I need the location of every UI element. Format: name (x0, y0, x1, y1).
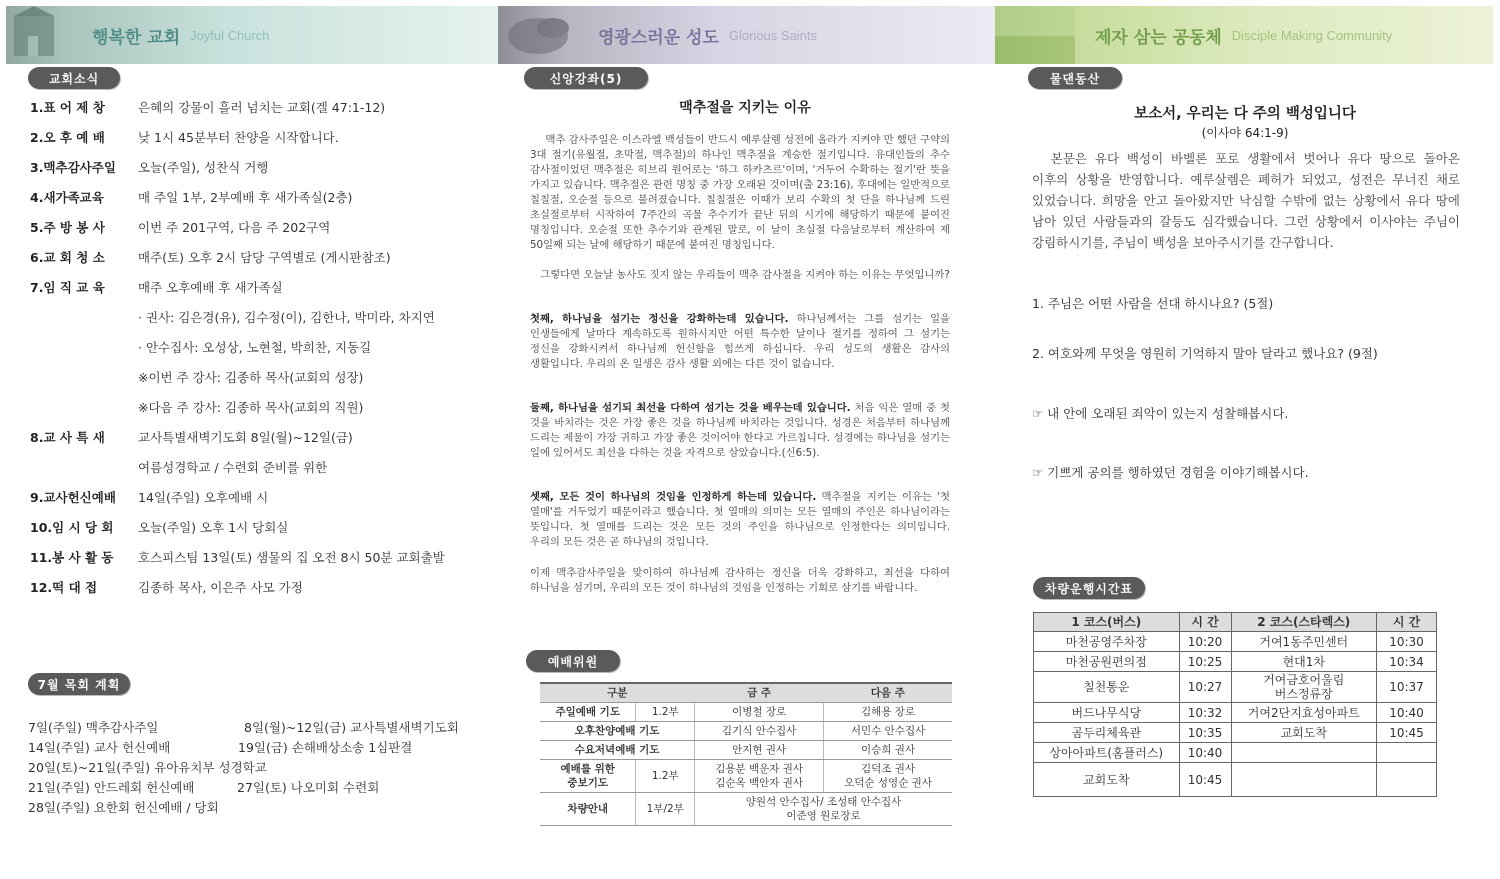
bus-schedule-table (1033, 612, 1437, 797)
plan-line: 21일(주일) 안드레회 헌신예배 27일(토) 나오미회 수련회 (28, 780, 380, 795)
news-subline: · 권사: 김은경(유), 김수정(이), 김한나, 박미라, 차지연 (138, 310, 435, 325)
header-disciple-community (995, 6, 1493, 64)
news-item: 10.임 시 당 회 오늘(주일) 오후 1시 당회실 (30, 520, 289, 535)
news-item: 11.봉 사 활 동 호스피스팀 13일(토) 샘물의 집 오전 8시 50분 교회출발 (30, 550, 445, 565)
header-title-en: Disciple Making Community (1231, 27, 1393, 43)
lecture-title: 맥추절을 지키는 이유 (679, 100, 811, 116)
news-subline: ※다음 주 강사: 김종하 목사(교회의 직원) (138, 400, 364, 415)
header-title-en: Glorious Saints (728, 27, 818, 43)
header-title-ko: 영광스러운 성도 (598, 27, 719, 48)
news-subline: 여름성경학교 / 수련회 준비를 위한 (138, 460, 328, 475)
lecture-point-2: 둘째, 하나님을 섬기되 최선을 다하여 섬기는 것을 배우는데 있습니다. 처음 익은 열매 중 첫 것을 바치라는 것은 가장 좋은 것을 하나님께 바치라는 것입니다. 성경은 처음부터 하나님께 드리는 제물이 가장 귀하고 가장 좋은 것이어야 한다고 가르칩니다. 성경에는 하나님을 섬기는 일에 있어서도 최선을 다하는 것을 자격으로 삼았습니다.(신6:5). (530, 402, 950, 459)
plan-line: 14일(주일) 교사 헌신예배 19일(금) 손해배상소송 1심판결 (28, 740, 413, 755)
qt-question: 2. 여호와께 무엇을 영원히 기억하지 말아 달라고 했나요? (9절) (1032, 346, 1378, 361)
plan-line: 7일(주일) 맥추감사주일 8일(월)~12일(금) 교사특별새벽기도회 (28, 720, 459, 735)
lecture-badge: 신앙강좌(5) (524, 67, 648, 89)
table-row: 오후찬양예배 기도 김기식 안수집사 서민수 안수집사 (540, 722, 952, 741)
table-row: 마천공영주차장 10:20 거여1동주민센터 10:30 (1034, 632, 1437, 652)
hands-photo-icon (498, 6, 578, 64)
qt-reference: (이사야 64:1-9) (1201, 126, 1289, 140)
table-row: 마천공원편의점 10:25 현대1차 10:34 (1034, 652, 1437, 672)
table-row: 주일예배 기도 1.2부 이병철 장로 김해용 장로 (540, 703, 952, 722)
plan-line: 28일(주일) 요한회 헌신예배 / 당회 (28, 800, 219, 815)
qt-reflection: ☞ 내 안에 오래된 죄악이 있는지 성찰해봅시다. (1032, 406, 1289, 421)
table-header-row: 1 코스(버스) 시 간 2 코스(스타렉스) 시 간 (1034, 613, 1437, 632)
table-header-row: 구분 금 주 다음 주 (540, 683, 952, 703)
header-title-en: Joyful Church (190, 27, 270, 43)
july-plan-badge: 7월 목회 계획 (28, 673, 130, 695)
news-item: 8.교 사 특 새 교사특별새벽기도회 8일(월)~12일(금) (30, 430, 353, 445)
news-item: 1.표 어 제 창 은혜의 강물이 흘러 넘치는 교회(겔 47:1-12) (30, 100, 386, 115)
qt-reflection: ☞ 기쁘게 공의를 행하였던 경험을 이야기해봅시다. (1032, 465, 1309, 480)
news-item: 4.새가족교육 매 주일 1부, 2부예배 후 새가족실(2층) (30, 190, 353, 205)
worship-badge: 예배위원 (526, 650, 620, 672)
news-item: 6.교 회 청 소 매주(토) 오후 2시 담당 구역별로 (게시판참조) (30, 250, 391, 265)
lecture-intro: 맥추 감사주일은 이스라엘 백성들이 반드시 예루살렘 성전에 올라가 지켜야 만 했던 구약의 3대 절기(유월절, 초막절, 맥추절)의 하나인 맥추절을 계승한 절기입니다. 유대인들의 추수 감사절이었던 맥추절은 히브리 원어로는 '하그 하카츠르'이며, '거두어 수확하는 절기'란 뜻을 가지고 있습니다. 맥추절은 관련 명칭 중 가장 오래된 것이며(출 23:16), 후대에는 일반적으로 칠칠절, 오순절 등으로 불려졌습니다. 칠칠절은 이때가 보리 수확의 첫 단을 하나님께 드린 초실절로부터 시작하여 7주간의 곡물 추수기가 끝난 뒤의 시기에 해당하기 때문에 붙여진 명칭입니다. 오순절 또한 추수기와 관계된 말로, 이 날이 초실절 다음날로부터 계산하여 제 50일째 되는 날에 해당하기 때문에 붙여진 명칭입니다. (530, 134, 950, 251)
table-row: 버드나무식당 10:32 거여2단지효성아파트 10:40 (1034, 703, 1437, 723)
header-title-ko: 제자 삼는 공동체 (1095, 27, 1222, 48)
news-subline: ※이번 주 강사: 김종하 목사(교회의 성장) (138, 370, 364, 385)
table-row: 교회도착 10:45 (1034, 763, 1437, 797)
lecture-point-1: 첫째, 하나님을 섬기는 정신을 강화하는데 있습니다. 하나님께서는 그를 섬기는 일을 인생들에게 날마다 계속하도록 원하시지만 어떤 특수한 날이나 절기를 정하여 그 섬기는 정신을 강화시켜서 하나님께 헌신함을 힘쓰게 하십니다. 우리 성도의 생활은 감사의 생활입니다. 우리의 온 일생은 감사 생활 외에는 다른 것이 없습니다. (530, 313, 950, 370)
news-item: 3.맥추감사주일 오늘(주일), 성찬식 거행 (30, 160, 269, 175)
table-row: 차량안내 1부/2부 양원석 안수집사/ 조성태 안수집사 이준영 원로장로 (540, 793, 952, 826)
header-title-ko: 행복한 교회 (92, 27, 181, 48)
news-item: 2.오 후 예 배 낮 1시 45분부터 찬양을 시작합니다. (30, 130, 339, 145)
news-item: 12.떡 대 접 김종하 목사, 이은주 사모 가정 (30, 580, 303, 595)
lecture-question: 그렇다면 오늘날 농사도 짓지 않는 우리들이 맥추 감사절을 지켜야 하는 이유는 무엇입니까? (540, 269, 950, 281)
header-glorious-saints (498, 6, 995, 64)
news-badge: 교회소식 (28, 67, 120, 89)
lecture-closing: 이제 맥추감사주일을 맞이하여 하나님께 감사하는 정신을 더욱 강화하고, 최선을 다하여 하나님을 섬기며, 우리의 모든 것이 하나님의 것임을 인정하는 기회로 삼기를 바랍니다. (530, 567, 950, 594)
qt-question: 1. 주님은 어떤 사람을 선대 하시나요? (5절) (1032, 296, 1274, 311)
news-subline: · 안수집사: 오성상, 노현철, 박희찬, 지동길 (138, 340, 372, 355)
table-row: 예배를 위한 중보기도 1.2부 김용분 백운자 권사 김순옥 백안자 권사 김덕조 권사 오덕순 성영순 권사 (540, 760, 952, 793)
table-row: 상아아파트(홈플러스) 10:40 (1034, 743, 1437, 763)
church-photo-icon (6, 6, 86, 64)
worship-committee-table (540, 682, 952, 826)
qt-body: 본문은 유다 백성이 바벨론 포로 생활에서 벗어나 유다 땅으로 돌아온 이후의 상황을 반영합니다. 예루살렘은 폐허가 되었고, 성전은 무너진 채로 있었습니다. 희망을 안고 돌아왔지만 낙심할 수밖에 없는 상황에서 유다 땅에 남아 있던 사람들과의 갈등도 심각했습니다. 그런 상황에서 이사야는 주님이 강림하시기를, 주님이 백성을 보아주시기를 간구합니다. (1032, 151, 1460, 250)
qt-badge: 물댄동산 (1028, 67, 1122, 89)
qt-title: 보소서, 우리는 다 주의 백성입니다 (1134, 106, 1356, 122)
table-row: 곰두리체육관 10:35 교회도착 10:45 (1034, 723, 1437, 743)
bus-schedule-badge: 차량운행시간표 (1033, 577, 1145, 599)
news-item: 5.주 방 봉 사 이번 주 201구역, 다음 주 202구역 (30, 220, 331, 235)
table-row: 칠천통운 10:27 거여금호어울림 버스정류장 10:37 (1034, 672, 1437, 703)
plan-line: 20일(토)~21일(주일) 유아유치부 성경학교 (28, 760, 267, 775)
table-row: 수요저녁예배 기도 안지현 권사 이승희 권사 (540, 741, 952, 760)
news-item: 7.임 직 교 육 매주 오후예배 후 새가족실 (30, 280, 283, 295)
field-photo-icon (995, 6, 1075, 64)
header-joyful-church (6, 6, 498, 64)
lecture-point-3: 셋째, 모든 것이 하나님의 것임을 인정하게 하는데 있습니다. 맥추절을 지키는 이유는 '첫 열매'를 거두었기 때문이라고 했습니다. 첫 열매의 의미는 모든 열매의 주인은 하나님이라는 뜻입니다. 첫 열매를 드리는 것은 모든 것의 주인을 하나님으로 인정한다는 의미입니다. 우리의 모든 것은 곧 하나님의 것입니다. (530, 491, 951, 548)
news-item: 9.교사헌신예배 14일(주일) 오후예배 시 (30, 490, 269, 505)
